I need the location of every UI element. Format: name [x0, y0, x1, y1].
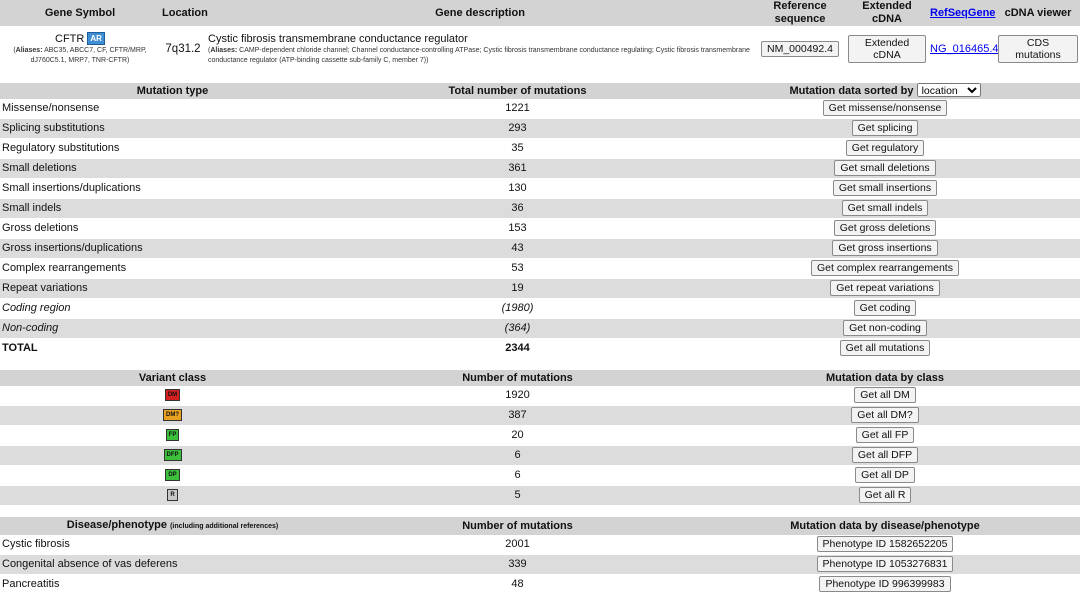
header-total-mutations: Total number of mutations [345, 83, 690, 99]
disease-row [0, 555, 1080, 575]
gene-symbol: CFTR [55, 33, 85, 45]
get-variant-class-button[interactable]: Get all DFP [852, 447, 918, 463]
mutation-type-label: Missense/nonsense [0, 99, 345, 119]
mutation-type-label: Gross deletions [0, 219, 345, 239]
mutation-action-cell [690, 119, 1080, 139]
disease-header-note: (including additional references) [170, 523, 279, 530]
variant-count: 20 [345, 426, 690, 446]
mutation-action-cell [690, 219, 1080, 239]
get-mutations-button[interactable]: Get complex rearrangements [811, 260, 959, 276]
mutation-count: 43 [345, 239, 690, 259]
disease-count: 48 [345, 575, 690, 595]
mutation-action-cell [690, 159, 1080, 179]
mutation-action-cell [690, 199, 1080, 219]
variant-count: 6 [345, 446, 690, 466]
mutation-type-label: Repeat variations [0, 279, 345, 299]
get-mutations-button[interactable]: Get all mutations [840, 340, 931, 356]
disease-row [0, 575, 1080, 595]
mutation-count: 293 [345, 119, 690, 139]
mutation-count: 153 [345, 219, 690, 239]
sort-select[interactable] [917, 83, 981, 97]
disease-action-cell [690, 575, 1080, 595]
variant-action-cell [690, 386, 1080, 406]
get-mutations-button[interactable]: Get small deletions [834, 160, 935, 176]
spacer [0, 359, 1080, 370]
refseq-cell [754, 26, 846, 72]
header-sorted-by [690, 83, 1080, 99]
get-mutations-button[interactable]: Get repeat variations [830, 280, 939, 296]
header-gene-description: Gene description [206, 0, 754, 26]
variant-row [0, 446, 1080, 466]
mutation-count: 2344 [345, 339, 690, 359]
gene-description-aliases: (Aliases: CAMP-dependent chloride channel; Channel conductance-controlling ATPase; Cystic fibrosis transmembrane conductance regulating; Cystic fibrosis transmembrane conductance regulator (ATP-binding cassette sub-family C, member 7)) [208, 47, 750, 64]
header-variant-class: Variant class [0, 370, 345, 386]
mutation-action-cell [690, 179, 1080, 199]
disease-count: 2001 [345, 535, 690, 555]
gene-description-title: Cystic fibrosis transmembrane conductance regulator [208, 33, 468, 45]
header-reference-sequence: Reference sequence [754, 0, 846, 26]
mutation-action-cell [690, 99, 1080, 119]
variant-class-cell [0, 466, 345, 486]
mutation-type-label: Gross insertions/duplications [0, 239, 345, 259]
disease-row [0, 535, 1080, 555]
mutation-row [0, 99, 1080, 119]
gene-description-cell [206, 26, 754, 72]
header-gene-symbol: Gene Symbol [0, 0, 160, 26]
refseqgene-cell [928, 26, 999, 72]
mutation-type-label: Regulatory substitutions [0, 139, 345, 159]
refseq-button[interactable]: NM_000492.4 [761, 41, 839, 57]
variant-row [0, 486, 1080, 506]
variant-count: 5 [345, 486, 690, 506]
variant-class-badge[interactable]: DM? [163, 409, 182, 421]
get-variant-class-button[interactable]: Get all FP [856, 427, 915, 443]
aliases-text: ABC35, ABCC7, CF, CFTR/MRP, dJ760C5.1, MRP7, TNR-CFTR) [30, 47, 147, 64]
header-disease-phenotype [0, 517, 345, 535]
header-mutation-data-by-disease: Mutation data by disease/phenotype [690, 517, 1080, 535]
gene-row [0, 26, 1080, 72]
cdna-viewer-cell [996, 26, 1080, 72]
inheritance-badge[interactable]: AR [87, 32, 105, 45]
variant-class-cell [0, 406, 345, 426]
disease-name: Congenital absence of vas deferens [0, 555, 345, 575]
get-mutations-button[interactable]: Get small indels [842, 200, 929, 216]
phenotype-id-button[interactable]: Phenotype ID 1582652205 [817, 536, 954, 552]
get-variant-class-button[interactable]: Get all R [859, 487, 912, 503]
phenotype-id-button[interactable]: Phenotype ID 996399983 [819, 576, 950, 592]
variant-row [0, 386, 1080, 406]
description-aliases-label: Aliases: [210, 47, 238, 54]
variant-row [0, 426, 1080, 446]
mutation-row [0, 339, 1080, 359]
spacer [0, 72, 1080, 83]
mutation-row [0, 179, 1080, 199]
variant-class-cell [0, 386, 345, 406]
variant-action-cell [690, 426, 1080, 446]
disease-action-cell [690, 535, 1080, 555]
mutation-type-label: Small indels [0, 199, 345, 219]
mutation-count: (364) [345, 319, 690, 339]
refseqgene-header-link[interactable]: RefSeqGene [930, 6, 996, 19]
mutation-action-cell [690, 239, 1080, 259]
get-mutations-button[interactable]: Get gross insertions [832, 240, 937, 256]
mutation-row [0, 219, 1080, 239]
mutation-count: 35 [345, 139, 690, 159]
cds-mutations-button[interactable]: CDS mutations [998, 35, 1078, 63]
variant-count: 1920 [345, 386, 690, 406]
get-mutations-button[interactable]: Get gross deletions [834, 220, 936, 236]
aliases-label: Aliases: [15, 47, 43, 54]
mutation-count: 53 [345, 259, 690, 279]
variant-count: 6 [345, 466, 690, 486]
mutation-type-label: Small deletions [0, 159, 345, 179]
disease-header-label: Disease/phenotype [66, 519, 168, 531]
variant-class-badge[interactable]: FP [166, 429, 180, 441]
mutation-action-cell [690, 299, 1080, 319]
mutation-type-table [0, 83, 1080, 359]
variant-class-cell [0, 486, 345, 506]
refseqgene-link[interactable]: NG_016465.4 [930, 43, 999, 55]
disease-name: Pancreatitis [0, 575, 345, 595]
variant-count: 387 [345, 406, 690, 426]
header-location: Location [160, 0, 206, 26]
gene-symbol-cell [0, 26, 160, 72]
mutation-count: 1221 [345, 99, 690, 119]
gene-aliases: (Aliases: ABC35, ABCC7, CF, CFTR/MRP, dJ760C5.1, MRP7, TNR-CFTR) [13, 47, 147, 64]
gene-header-row [0, 0, 1080, 26]
mutation-action-cell [690, 259, 1080, 279]
variant-action-cell [690, 446, 1080, 466]
mutation-row [0, 239, 1080, 259]
mutation-count: 19 [345, 279, 690, 299]
mutation-action-cell [690, 319, 1080, 339]
variant-class-badge[interactable]: DM [165, 389, 180, 401]
variant-class-cell [0, 426, 345, 446]
mutation-type-label: Non-coding [0, 319, 345, 339]
get-variant-class-button[interactable]: Get all DP [855, 467, 915, 483]
mutation-action-cell [690, 139, 1080, 159]
description-aliases-text: CAMP-dependent chloride channel; Channel conductance-controlling ATPase; Cystic fibrosis transmembrane conductance regulating; Cystic fibrosis transmembrane conductance regulator (ATP-binding cassette sub-family C, member 7)) [208, 47, 750, 64]
header-mutation-data-by-class: Mutation data by class [690, 370, 1080, 386]
get-mutations-button[interactable]: Get regulatory [846, 140, 925, 156]
gene-table [0, 0, 1080, 72]
get-mutations-button[interactable]: Get non-coding [843, 320, 927, 336]
disease-table [0, 517, 1080, 595]
get-variant-class-button[interactable]: Get all DM? [851, 407, 918, 423]
mutation-type-label: Splicing substitutions [0, 119, 345, 139]
variant-action-cell [690, 486, 1080, 506]
mutation-row [0, 119, 1080, 139]
variant-action-cell [690, 406, 1080, 426]
variant-class-table [0, 370, 1080, 506]
mutation-row [0, 319, 1080, 339]
mutation-row [0, 159, 1080, 179]
mutation-row [0, 299, 1080, 319]
extended-cdna-cell [846, 26, 928, 72]
variant-row [0, 406, 1080, 426]
disease-header-row [0, 517, 1080, 535]
mutation-row [0, 259, 1080, 279]
header-number-of-mutations: Number of mutations [345, 370, 690, 386]
variant-class-badge[interactable]: R [167, 489, 177, 501]
sorted-by-label: Mutation data sorted by [789, 85, 914, 97]
get-variant-class-button[interactable]: Get all DM [854, 387, 916, 403]
variant-class-badge[interactable]: DP [165, 469, 179, 481]
get-mutations-button[interactable]: Get small insertions [833, 180, 937, 196]
variant-class-badge[interactable]: DFP [164, 449, 182, 461]
phenotype-id-button[interactable]: Phenotype ID 1053276831 [817, 556, 954, 572]
variant-class-cell [0, 446, 345, 466]
header-extended-cdna: Extended cDNA [846, 0, 928, 26]
mutation-count: (1980) [345, 299, 690, 319]
mutation-header-row [0, 83, 1080, 99]
get-mutations-button[interactable]: Get coding [854, 300, 917, 316]
header-mutation-type: Mutation type [0, 83, 345, 99]
variant-action-cell [690, 466, 1080, 486]
mutation-row [0, 199, 1080, 219]
mutation-count: 361 [345, 159, 690, 179]
mutation-count: 36 [345, 199, 690, 219]
gene-location: 7q31.2 [165, 43, 201, 55]
mutation-type-label: TOTAL [0, 339, 345, 359]
mutation-row [0, 279, 1080, 299]
header-disease-number: Number of mutations [345, 517, 690, 535]
mutation-row [0, 139, 1080, 159]
disease-count: 339 [345, 555, 690, 575]
header-cdna-viewer: cDNA viewer [996, 0, 1080, 26]
mutation-type-label: Coding region [0, 299, 345, 319]
extended-cdna-button[interactable]: Extended cDNA [848, 35, 926, 63]
header-refseqgene[interactable] [928, 0, 996, 26]
disease-name: Cystic fibrosis [0, 535, 345, 555]
variant-header-row [0, 370, 1080, 386]
disease-action-cell [690, 555, 1080, 575]
get-mutations-button[interactable]: Get missense/nonsense [823, 100, 948, 116]
mutation-count: 130 [345, 179, 690, 199]
get-mutations-button[interactable]: Get splicing [852, 120, 919, 136]
mutation-type-label: Complex rearrangements [0, 259, 345, 279]
mutation-type-label: Small insertions/duplications [0, 179, 345, 199]
variant-row [0, 466, 1080, 486]
mutation-action-cell [690, 279, 1080, 299]
spacer [0, 506, 1080, 517]
mutation-action-cell [690, 339, 1080, 359]
